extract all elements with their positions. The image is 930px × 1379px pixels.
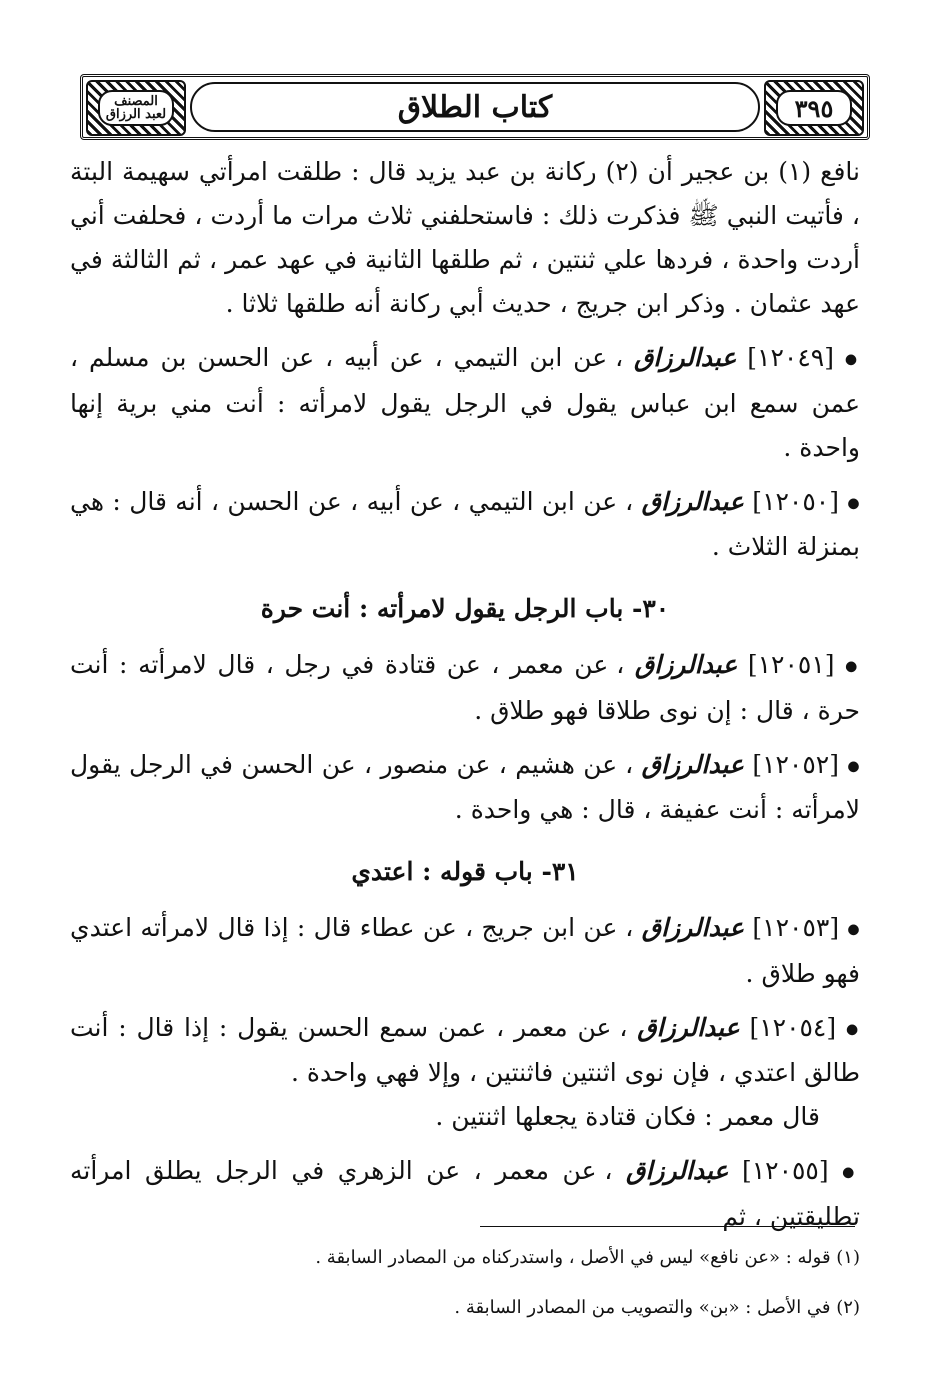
intro-paragraph <box>70 150 860 326</box>
hadith-12053 <box>70 906 860 996</box>
hadith-text: ، عن معمر ، عن الزهري في الرجل يطلق امرأته تطليقتين ، ثم <box>70 1156 860 1231</box>
bullet-icon: ● <box>842 1164 860 1181</box>
hadith-12054 <box>70 1006 860 1096</box>
hadith-12052 <box>70 743 860 833</box>
hadith-number: [١٢٠٥٤] <box>749 1012 837 1042</box>
narrator-name: عبدالرزاق <box>637 1012 740 1042</box>
intro-line-2: النبي ﷺ فذكرت ذلك : فاستحلفني ثلاث مرات ما أردت ، فحلفت أني أردت <box>70 201 860 274</box>
chapter-heading-30: ٣٠- باب الرجل يقول لامرأته : أنت حرة <box>260 594 670 623</box>
chapter-heading-31: ٣١- باب قوله : اعتدي <box>351 857 579 886</box>
hadith-text: ، عن هشيم ، عن منصور ، عن الحسن في الرجل يقول لامرأته : أنت عفيفة ، قال : هي واحدة . <box>70 749 860 824</box>
narrator-name: عبدالرزاق <box>634 650 738 679</box>
footnote-divider <box>480 1226 855 1227</box>
hadith-number: [١٢٠٥٠] <box>752 486 839 516</box>
publisher-logo <box>86 80 186 136</box>
bullet-icon: ● <box>847 921 860 938</box>
narrator-name: عبدالرزاق <box>634 343 737 372</box>
book-title: كتاب الطلاق <box>190 82 760 132</box>
hadith-text: ، عن ابن التيمي ، عن أبيه ، عن الحسن ، أنه قال : هي بمنزلة الثلاث . <box>70 486 860 561</box>
hadith-12049 <box>70 336 860 470</box>
hadith-12050 <box>70 480 860 570</box>
logo-text: المصنف لعبد الرزاق <box>98 90 174 126</box>
narrator-name: عبدالرزاق <box>641 486 744 516</box>
bullet-icon: ● <box>847 758 860 774</box>
mamar-comment: قال معمر : فكان قتادة يجعلها اثنتين . <box>435 1102 820 1131</box>
bullet-icon: ● <box>847 495 860 511</box>
bullet-icon: ● <box>844 351 860 368</box>
hadith-number: [١٢٠٥١] <box>747 650 835 679</box>
hadith-number: [١٢٠٤٩] <box>747 343 834 372</box>
page-number-ornament <box>764 80 864 136</box>
hadith-text: ، عن ابن جريج ، عن عطاء قال : إذا قال لامرأته اعتدي فهو طلاق . <box>70 913 860 988</box>
hadith-12051 <box>70 643 860 733</box>
footnote-2: (٢) في الأصل : «بن» والتصويب من المصادر السابقة . <box>454 1297 860 1318</box>
hadith-text: ، عن معمر ، عن قتادة في رجل ، قال لامرأته : أنت حرة ، قال : إن نوى طلاقا فهو طلاق . <box>70 650 860 725</box>
page-number: ٣٩٥ <box>776 90 852 126</box>
narrator-name: عبدالرزاق <box>641 913 745 942</box>
hadith-text: ، عن ابن التيمي ، عن أبيه ، عن الحسن بن مسلم ، عمن سمع ابن عباس يقول في الرجل يقول لامرأته : أنت مني برية إنها واحدة . <box>70 343 860 462</box>
page-body <box>70 150 860 1239</box>
bullet-icon: ● <box>845 658 861 675</box>
narrator-name: عبدالرزاق <box>626 1156 729 1185</box>
intro-line-1: نافع (١) بن عجير أن (٢) ركانة بن عبد يزيد قال : طلقت امرأتي سهيمة البتة ، فأتيت <box>70 157 860 230</box>
intro-line-4: وذكر ابن جريج ، حديث أبي ركانة أنه طلقها ثلاثا . <box>225 289 726 318</box>
intro-line-3: واحدة ، فردها علي ثنتين ، ثم طلقها الثانية في عهد عمر ، ثم الثالثة في عهد عثمان . <box>70 245 860 318</box>
hadith-number: [١٢٠٥٥] <box>741 1156 829 1185</box>
footnote-1: (١) قوله : «عن نافع» ليس في الأصل ، واستدركناه من المصادر السابقة . <box>315 1247 860 1268</box>
hadith-number: [١٢٠٥٢] <box>752 749 839 779</box>
page-header <box>80 74 870 140</box>
narrator-name: عبدالرزاق <box>641 749 744 779</box>
hadith-number: [١٢٠٥٣] <box>752 913 840 942</box>
hadith-text: ، عن معمر ، عمن سمع الحسن يقول : إذا قال : أنت طالق اعتدي ، فإن نوى اثنتين فاثنتين ، وإلا فهي واحدة . <box>70 1012 860 1087</box>
footnotes <box>70 1243 860 1343</box>
bullet-icon: ● <box>845 1021 861 1037</box>
